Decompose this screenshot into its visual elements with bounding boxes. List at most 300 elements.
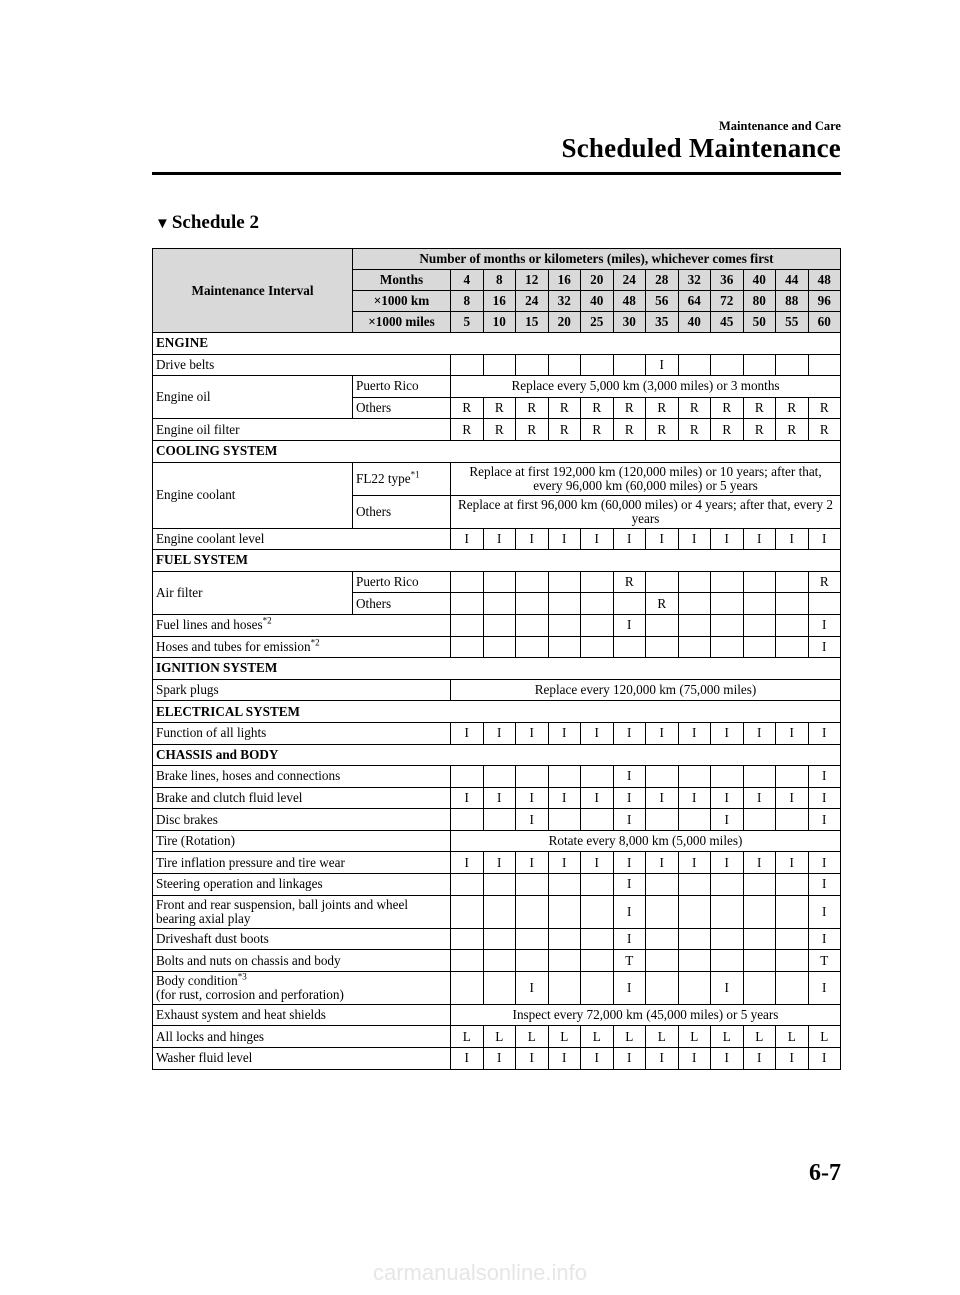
table-row — [153, 809, 841, 831]
interval-mark: R — [711, 397, 744, 419]
interval-mark — [646, 950, 679, 972]
cell-text: Tire inflation pressure and tire wear — [156, 854, 345, 870]
interval-mark: I — [646, 722, 679, 744]
interval-mark: R — [483, 419, 516, 441]
interval-mark: T — [613, 950, 646, 972]
cell-text: Hoses and tubes for emission — [156, 638, 311, 654]
table-row — [153, 874, 841, 896]
months-value: 16 — [548, 270, 581, 291]
interval-mark: I — [613, 614, 646, 636]
table-row — [153, 354, 841, 376]
cell-text: Front and rear suspension, ball joints and wheel — [156, 896, 408, 912]
item-label — [153, 874, 451, 896]
interval-mark — [483, 354, 516, 376]
interval-mark: I — [808, 766, 841, 788]
interval-mark — [581, 571, 614, 593]
interval-mark — [646, 971, 679, 1004]
interval-mark — [581, 809, 614, 831]
interval-mark — [581, 950, 614, 972]
interval-mark: I — [711, 787, 744, 809]
interval-mark — [776, 571, 809, 593]
cell-text: (for rust, corrosion and perforation) — [156, 986, 344, 1002]
interval-mark — [776, 950, 809, 972]
interval-mark: I — [808, 874, 841, 896]
table-row — [153, 830, 841, 852]
interval-mark — [776, 354, 809, 376]
interval-mark — [451, 950, 484, 972]
months-value: 20 — [581, 270, 614, 291]
item-label — [153, 614, 451, 636]
interval-mark — [516, 950, 549, 972]
table-row — [153, 528, 841, 550]
interval-mark: I — [613, 787, 646, 809]
interval-mark: I — [483, 787, 516, 809]
interval-mark — [776, 874, 809, 896]
item-label — [153, 419, 451, 441]
interval-mark: L — [516, 1026, 549, 1048]
schedule-title: Schedule 2 — [171, 212, 259, 233]
interval-mark — [451, 593, 484, 615]
interval-mark: R — [483, 397, 516, 419]
interval-mark: I — [613, 528, 646, 550]
maintenance-table — [152, 248, 841, 1070]
interval-mark — [581, 614, 614, 636]
interval-mark: I — [451, 1048, 484, 1070]
interval-mark — [483, 571, 516, 593]
interval-mark — [548, 571, 581, 593]
interval-mark: I — [808, 1048, 841, 1070]
interval-mark — [451, 971, 484, 1004]
miles-value: 5 — [451, 312, 484, 333]
interval-mark: R — [451, 419, 484, 441]
interval-mark — [678, 950, 711, 972]
interval-mark: I — [678, 1048, 711, 1070]
section-heading: FUEL SYSTEM — [153, 550, 841, 572]
interval-mark — [808, 593, 841, 615]
interval-mark — [613, 593, 646, 615]
item-label — [153, 722, 451, 744]
section-row — [153, 550, 841, 572]
interval-mark: I — [678, 787, 711, 809]
interval-mark — [743, 354, 776, 376]
cell-text: Brake and clutch fluid level — [156, 789, 303, 805]
km-value: 96 — [808, 291, 841, 312]
interval-mark — [581, 636, 614, 658]
interval-mark — [743, 593, 776, 615]
interval-mark — [776, 614, 809, 636]
item-label — [153, 636, 451, 658]
interval-mark: R — [711, 419, 744, 441]
sub-label — [353, 462, 451, 495]
km-value: 80 — [743, 291, 776, 312]
interval-mark — [646, 571, 679, 593]
interval-mark — [483, 809, 516, 831]
item-label — [153, 895, 451, 928]
interval-mark: I — [646, 528, 679, 550]
interval-mark: I — [808, 722, 841, 744]
interval-mark: I — [516, 528, 549, 550]
km-value: 72 — [711, 291, 744, 312]
interval-mark: I — [451, 852, 484, 874]
miles-value: 35 — [646, 312, 679, 333]
interval-mark: I — [613, 722, 646, 744]
interval-mark: R — [516, 419, 549, 441]
maintenance-table-body — [153, 249, 841, 1070]
miles-value: 50 — [743, 312, 776, 333]
section-heading: IGNITION SYSTEM — [153, 658, 841, 680]
interval-mark — [516, 571, 549, 593]
interval-mark — [548, 895, 581, 928]
km-value: 24 — [516, 291, 549, 312]
interval-mark — [483, 614, 516, 636]
interval-mark: L — [808, 1026, 841, 1048]
interval-mark — [581, 928, 614, 950]
interval-mark — [776, 766, 809, 788]
interval-mark: I — [581, 787, 614, 809]
interval-mark — [678, 971, 711, 1004]
cell-text: Bolts and nuts on chassis and body — [156, 952, 341, 968]
interval-note: Rotate every 8,000 km (5,000 miles) — [451, 830, 841, 852]
triangle-down-icon: ▼ — [155, 216, 170, 232]
section-row — [153, 701, 841, 723]
interval-mark — [451, 874, 484, 896]
miles-value: 20 — [548, 312, 581, 333]
interval-mark: R — [808, 397, 841, 419]
interval-mark: R — [646, 419, 679, 441]
interval-mark — [646, 928, 679, 950]
interval-label: Maintenance Interval — [153, 249, 353, 333]
cell-text: Body condition — [156, 972, 238, 988]
table-row — [153, 1026, 841, 1048]
item-label: Tire (Rotation) — [153, 830, 451, 852]
cell-text: Washer fluid level — [156, 1050, 253, 1066]
table-row — [153, 1048, 841, 1070]
interval-mark: R — [613, 397, 646, 419]
header-rule — [152, 172, 841, 175]
cell-text: Drive belts — [156, 356, 215, 372]
km-value: 56 — [646, 291, 679, 312]
item-label: Air filter — [153, 571, 353, 614]
interval-mark: I — [483, 852, 516, 874]
item-label — [153, 354, 451, 376]
table-row — [153, 895, 841, 928]
interval-mark — [483, 874, 516, 896]
interval-mark: I — [613, 1048, 646, 1070]
interval-mark: I — [808, 852, 841, 874]
interval-mark — [548, 636, 581, 658]
interval-note: Replace at first 96,000 km (60,000 miles) or 4 years; after that, every 2 years — [451, 495, 841, 528]
item-label — [153, 971, 451, 1004]
interval-mark — [743, 874, 776, 896]
interval-mark: I — [548, 787, 581, 809]
cell-text: All locks and hinges — [156, 1028, 265, 1044]
cell-text: Engine coolant level — [156, 530, 265, 546]
interval-mark — [646, 895, 679, 928]
interval-mark: L — [613, 1026, 646, 1048]
km-label: ×1000 km — [353, 291, 451, 312]
interval-mark — [548, 971, 581, 1004]
interval-mark: I — [808, 971, 841, 1004]
interval-mark — [516, 636, 549, 658]
interval-note: Replace at first 192,000 km (120,000 miles) or 10 years; after that, every 96,000 km (60,000 miles) or 5 years — [451, 462, 841, 495]
interval-mark — [548, 593, 581, 615]
interval-mark — [483, 950, 516, 972]
interval-mark — [581, 354, 614, 376]
interval-mark — [581, 593, 614, 615]
miles-value: 15 — [516, 312, 549, 333]
months-value: 40 — [743, 270, 776, 291]
interval-mark — [516, 928, 549, 950]
interval-mark — [516, 354, 549, 376]
interval-mark: I — [581, 1048, 614, 1070]
interval-mark: I — [776, 528, 809, 550]
interval-mark: I — [711, 809, 744, 831]
interval-mark: I — [516, 787, 549, 809]
interval-mark: I — [646, 354, 679, 376]
interval-mark — [581, 895, 614, 928]
miles-value: 10 — [483, 312, 516, 333]
interval-mark — [711, 895, 744, 928]
cell-text: Steering operation and linkages — [156, 876, 323, 892]
interval-mark: I — [711, 722, 744, 744]
interval-mark — [483, 593, 516, 615]
interval-mark: R — [743, 397, 776, 419]
schedule-heading — [155, 212, 259, 234]
table-row — [153, 852, 841, 874]
section-heading: CHASSIS and BODY — [153, 744, 841, 766]
interval-mark: R — [743, 419, 776, 441]
table-row — [153, 787, 841, 809]
interval-mark — [743, 809, 776, 831]
interval-mark: I — [646, 1048, 679, 1070]
miles-value: 45 — [711, 312, 744, 333]
interval-mark — [743, 571, 776, 593]
interval-mark — [743, 895, 776, 928]
interval-mark — [646, 874, 679, 896]
interval-mark: R — [776, 397, 809, 419]
table-row — [153, 950, 841, 972]
interval-mark — [581, 971, 614, 1004]
interval-mark: I — [613, 766, 646, 788]
interval-mark — [776, 971, 809, 1004]
item-label: Engine coolant — [153, 462, 353, 528]
interval-mark: I — [808, 528, 841, 550]
interval-mark: R — [678, 397, 711, 419]
footnote-ref: *3 — [237, 971, 247, 982]
interval-mark: I — [581, 722, 614, 744]
miles-value: 25 — [581, 312, 614, 333]
interval-mark: I — [711, 528, 744, 550]
interval-mark: I — [776, 787, 809, 809]
interval-mark: R — [548, 419, 581, 441]
km-value: 40 — [581, 291, 614, 312]
interval-mark — [581, 874, 614, 896]
section-row — [153, 658, 841, 680]
sub-label: Puerto Rico — [353, 376, 451, 398]
interval-mark — [451, 571, 484, 593]
table-row — [153, 679, 841, 701]
interval-mark: R — [581, 419, 614, 441]
interval-mark — [548, 809, 581, 831]
interval-mark: I — [808, 614, 841, 636]
table-row — [153, 462, 841, 495]
item-label: Engine oil — [153, 376, 353, 419]
sub-label: Others — [353, 495, 451, 528]
interval-mark: I — [808, 636, 841, 658]
months-value: 28 — [646, 270, 679, 291]
item-label: Exhaust system and heat shields — [153, 1004, 451, 1026]
interval-mark: L — [776, 1026, 809, 1048]
interval-mark: R — [808, 571, 841, 593]
interval-mark — [711, 636, 744, 658]
interval-mark — [743, 971, 776, 1004]
interval-mark — [451, 895, 484, 928]
interval-mark — [516, 593, 549, 615]
interval-mark: I — [678, 528, 711, 550]
interval-note: Inspect every 72,000 km (45,000 miles) or 5 years — [451, 1004, 841, 1026]
interval-mark: L — [581, 1026, 614, 1048]
interval-mark: I — [613, 874, 646, 896]
section-label: Maintenance and Care — [719, 119, 841, 133]
interval-mark — [776, 809, 809, 831]
interval-mark — [678, 593, 711, 615]
interval-mark: I — [678, 722, 711, 744]
interval-mark — [711, 354, 744, 376]
km-value: 8 — [451, 291, 484, 312]
interval-mark: I — [516, 971, 549, 1004]
interval-mark: I — [613, 971, 646, 1004]
section-row — [153, 440, 841, 462]
interval-mark — [451, 928, 484, 950]
interval-mark — [548, 614, 581, 636]
interval-mark: R — [808, 419, 841, 441]
interval-mark — [646, 614, 679, 636]
interval-mark — [613, 354, 646, 376]
table-row — [153, 376, 841, 398]
interval-mark: I — [581, 852, 614, 874]
footnote-ref: *2 — [262, 615, 272, 626]
interval-mark — [711, 571, 744, 593]
interval-mark: T — [808, 950, 841, 972]
interval-mark: I — [451, 722, 484, 744]
interval-mark — [516, 874, 549, 896]
interval-mark — [776, 593, 809, 615]
miles-label: ×1000 miles — [353, 312, 451, 333]
interval-mark: I — [808, 895, 841, 928]
interval-mark — [581, 766, 614, 788]
interval-mark — [451, 614, 484, 636]
interval-mark: R — [581, 397, 614, 419]
interval-note: Replace every 5,000 km (3,000 miles) or 3 months — [451, 376, 841, 398]
cell-text: Brake lines, hoses and connections — [156, 768, 341, 784]
item-label — [153, 809, 451, 831]
interval-mark: I — [548, 1048, 581, 1070]
interval-mark: I — [581, 528, 614, 550]
watermark: carmanualsonline.info — [372, 1260, 588, 1285]
item-label — [153, 1026, 451, 1048]
table-row — [153, 766, 841, 788]
interval-mark — [743, 928, 776, 950]
item-label — [153, 1048, 451, 1070]
table-row — [153, 571, 841, 593]
interval-mark — [711, 950, 744, 972]
interval-mark — [711, 614, 744, 636]
interval-mark — [776, 928, 809, 950]
interval-mark — [678, 874, 711, 896]
footnote-ref: *1 — [410, 469, 420, 480]
months-label: Months — [353, 270, 451, 291]
miles-value: 55 — [776, 312, 809, 333]
table-row — [153, 614, 841, 636]
interval-mark: R — [646, 593, 679, 615]
interval-mark: I — [548, 528, 581, 550]
interval-mark: I — [743, 1048, 776, 1070]
interval-mark: I — [548, 852, 581, 874]
interval-mark — [776, 895, 809, 928]
interval-mark: R — [516, 397, 549, 419]
interval-mark: I — [646, 852, 679, 874]
interval-mark: I — [678, 852, 711, 874]
interval-mark: I — [808, 809, 841, 831]
interval-mark — [776, 636, 809, 658]
interval-mark — [548, 354, 581, 376]
header-row — [153, 249, 841, 270]
table-row — [153, 928, 841, 950]
km-value: 64 — [678, 291, 711, 312]
interval-mark — [743, 636, 776, 658]
cell-text: FL22 type — [356, 470, 411, 486]
interval-mark: R — [451, 397, 484, 419]
interval-mark: L — [451, 1026, 484, 1048]
interval-mark: R — [613, 571, 646, 593]
interval-mark: I — [743, 852, 776, 874]
interval-mark — [646, 809, 679, 831]
months-value: 24 — [613, 270, 646, 291]
interval-mark: I — [548, 722, 581, 744]
interval-mark: L — [646, 1026, 679, 1048]
interval-mark: I — [613, 809, 646, 831]
interval-mark: I — [516, 852, 549, 874]
section-heading: ENGINE — [153, 333, 841, 355]
interval-mark: I — [483, 528, 516, 550]
interval-mark — [646, 636, 679, 658]
interval-mark: I — [646, 787, 679, 809]
interval-mark — [678, 354, 711, 376]
item-label — [153, 852, 451, 874]
interval-mark: I — [743, 528, 776, 550]
interval-mark — [451, 354, 484, 376]
interval-mark — [646, 766, 679, 788]
interval-mark — [548, 928, 581, 950]
interval-mark: I — [451, 528, 484, 550]
interval-mark — [613, 636, 646, 658]
interval-mark — [483, 895, 516, 928]
interval-mark — [516, 895, 549, 928]
interval-mark — [678, 636, 711, 658]
interval-mark — [743, 614, 776, 636]
section-heading: COOLING SYSTEM — [153, 440, 841, 462]
interval-mark — [711, 766, 744, 788]
miles-value: 60 — [808, 312, 841, 333]
interval-mark: I — [711, 1048, 744, 1070]
sub-label: Others — [353, 397, 451, 419]
miles-value: 30 — [613, 312, 646, 333]
item-label — [153, 528, 451, 550]
months-value: 8 — [483, 270, 516, 291]
interval-mark: I — [808, 787, 841, 809]
interval-mark: I — [776, 722, 809, 744]
miles-value: 40 — [678, 312, 711, 333]
